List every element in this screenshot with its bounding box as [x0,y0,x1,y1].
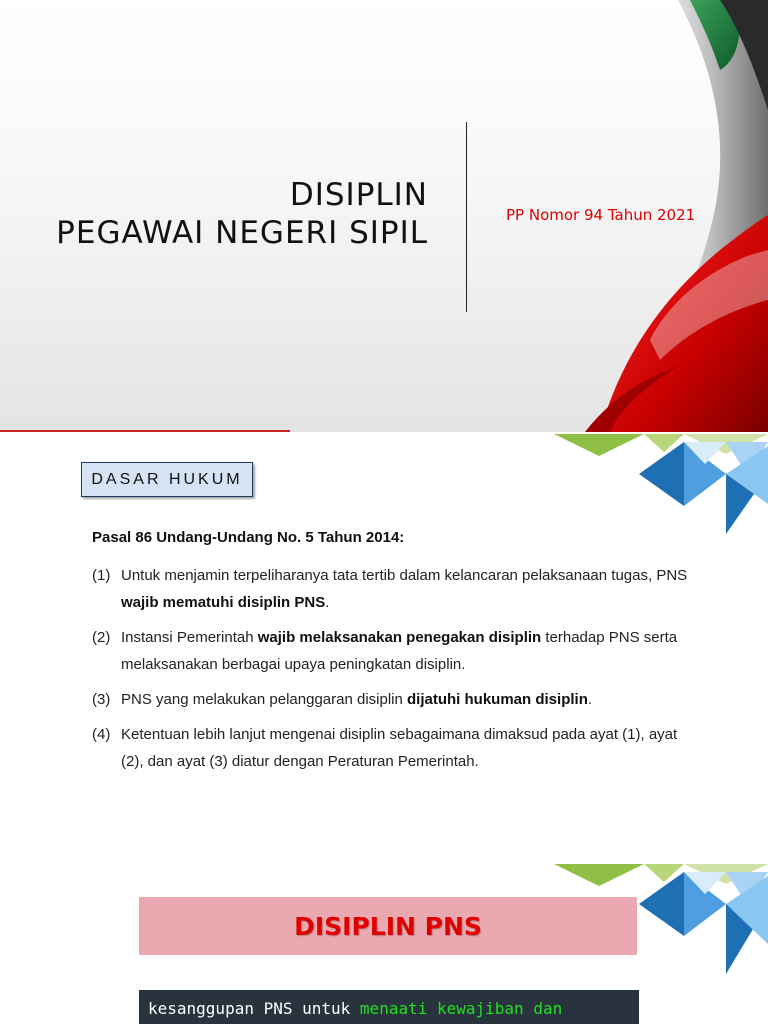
list-item [92,721,688,775]
list-item [92,686,688,713]
legal-basis-label: DASAR HUKUM [91,470,243,488]
item-bold-text: wajib mematuhi disiplin PNS [121,594,326,611]
triangle-pattern-graphic [554,434,768,534]
item-text: Instansi Pemerintah [121,629,258,646]
item-text-end: terhadap PNS serta melaksanakan berbagai upaya peningkatan disiplin. [121,629,678,673]
legal-basis-label-box [81,462,253,497]
item-text: Untuk menjamin terpeliharanya tata tertib dalam kelancaran pelaksanaan tugas, PNS [121,567,688,584]
article-items-list [92,562,688,783]
item-number: (3) [92,691,111,708]
definition-strip [139,990,639,1024]
definition-highlight: menaati kewajiban dan [359,999,563,1018]
title-line-1: DISIPLIN [289,177,428,213]
list-item [92,624,688,678]
item-text: PNS yang melakukan pelanggaran disiplin [121,691,408,708]
article-heading: Pasal 86 Undang-Undang No. 5 Tahun 2014: [92,529,405,546]
item-number: (1) [92,567,111,584]
slide-title [56,176,428,252]
title-slide [0,0,768,432]
item-bold-text: dijatuhi hukuman disiplin [407,691,588,708]
bottom-accent-line [0,430,290,432]
vertical-divider [466,122,467,312]
item-text: Ketentuan lebih lanjut mengenai disiplin sebagaimana dimaksud pada ayat (1), ayat (2), dan ayat (3) diatur dengan Peraturan Pemerintah. [121,726,678,770]
title-line-2: PEGAWAI NEGERI SIPIL [56,215,428,251]
item-bold-text: wajib melaksanakan penegakan disiplin [257,629,542,646]
discipline-banner [139,897,637,955]
item-text-end: . [587,691,593,708]
discipline-banner-text: DISIPLIN PNS [294,911,482,941]
definition-text: kesanggupan PNS untuk [148,999,360,1018]
discipline-slide [0,864,768,1024]
item-number: (2) [92,629,111,646]
regulation-subtitle: PP Nomor 94 Tahun 2021 [506,206,696,224]
item-number: (4) [92,726,111,743]
item-text-end: . [325,594,330,611]
legal-basis-slide [0,434,768,844]
list-item [92,562,688,616]
